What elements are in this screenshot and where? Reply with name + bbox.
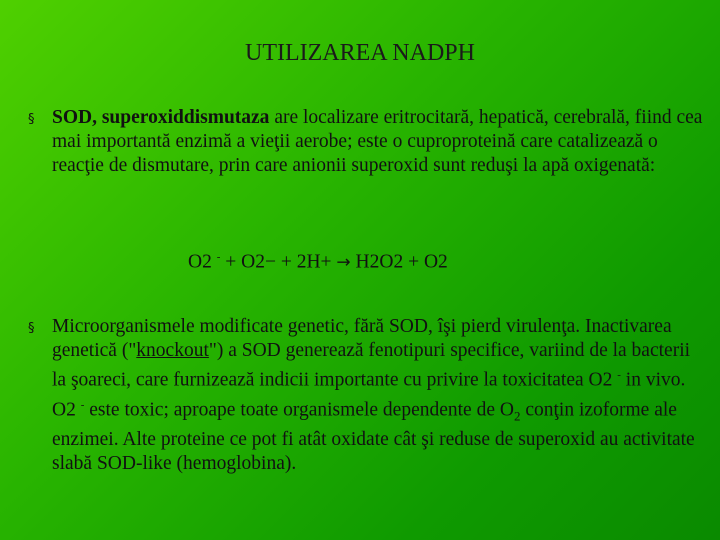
reactant-o2: O2 xyxy=(188,251,212,273)
text-part: Microorganismele modificate genetic, fără SOD, îşi pierd virulenţa. Inactivarea genetică (" xyxy=(52,316,672,361)
bold-term: SOD, superoxiddismutaza xyxy=(52,107,270,128)
text-part: conţin izoforme ale enzimei. Alte proteine ce pot fi atât oxidate cât şi reduse de superoxid au activitate slabă SOD-like (hemoglobina). xyxy=(52,399,695,474)
knockout-link[interactable]: knockout xyxy=(136,340,209,361)
subscript-2: 2 xyxy=(513,407,521,423)
charge-superscript: - xyxy=(617,369,621,381)
arrow-right-icon: → xyxy=(336,252,351,273)
text-part: este toxic; aproape toate organismele dependente de O xyxy=(84,399,514,420)
charge-superscript: - xyxy=(216,251,221,263)
charge-superscript: - xyxy=(80,398,85,411)
bullet-microorganisms xyxy=(28,315,708,476)
text-part: in vivo. O2 xyxy=(52,369,686,420)
bullet-body: are localizare eritrocitară, hepatică, cerebrală, fiind cea mai importantă enzimă a vieţii aerobe; este o cuproproteină care catalizează o reacţie de dismutare, prin care anionii superoxid sunt reduşi la apă oxigenată: xyxy=(52,107,703,176)
reactants-rest: + O2− + 2H+ xyxy=(220,251,337,273)
bullet-text xyxy=(52,315,708,476)
reaction-equation xyxy=(188,251,448,274)
bullet-sod-description xyxy=(28,106,708,178)
products: H2O2 + O2 xyxy=(350,251,448,273)
bullet-text xyxy=(52,106,708,178)
bullet-marker-icon: § xyxy=(28,321,35,336)
text-part: ") a SOD generează fenotipuri specifice, variind de la bacterii la şoareci, care furnizează indicii importante cu privire la toxicitatea O2 xyxy=(52,340,691,391)
bullet-marker-icon: § xyxy=(28,112,35,127)
slide-title: UTILIZAREA NADPH xyxy=(245,40,475,66)
